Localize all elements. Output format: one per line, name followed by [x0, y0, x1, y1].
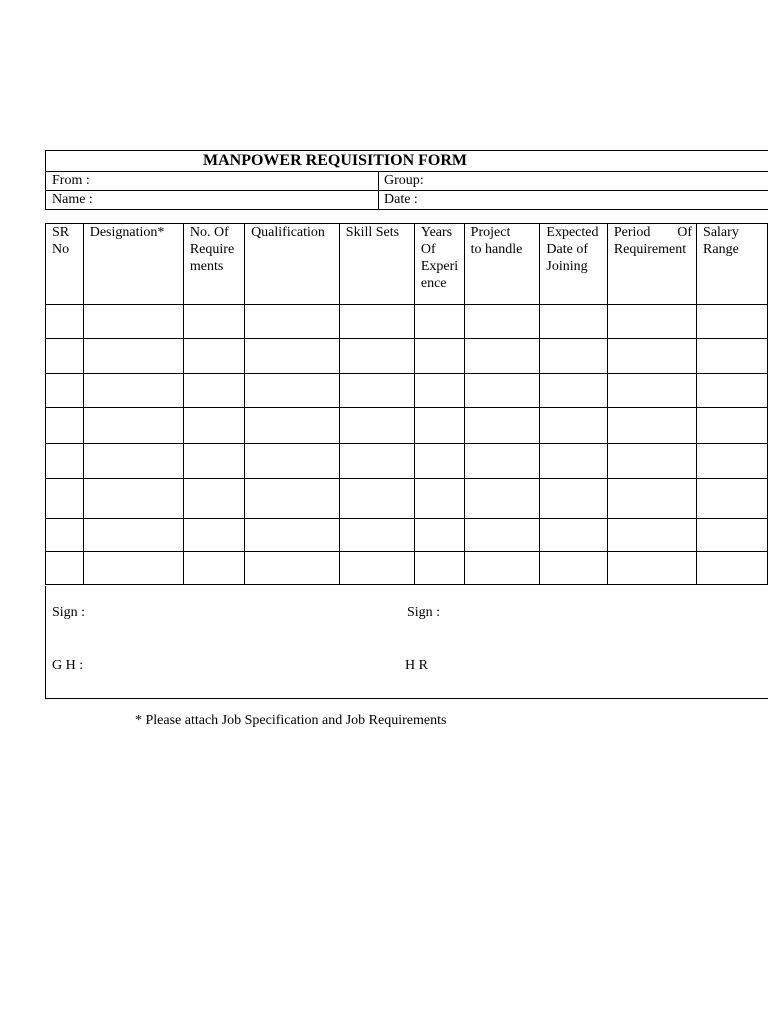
cell-sr-no[interactable] — [46, 305, 84, 339]
cell-project-to-handle[interactable] — [464, 444, 540, 479]
cell-sr-no[interactable] — [46, 552, 84, 585]
cell-skill-sets[interactable] — [339, 552, 414, 585]
cell-qualification[interactable] — [245, 444, 340, 479]
cell-salary-range[interactable] — [697, 305, 768, 339]
cell-expected-date-of-joining[interactable] — [540, 519, 607, 552]
cell-designation[interactable] — [83, 305, 183, 339]
header-expected-date-of-joining: Expected Date of Joining — [540, 224, 607, 305]
cell-sr-no[interactable] — [46, 339, 84, 374]
cell-designation[interactable] — [83, 444, 183, 479]
cell-skill-sets[interactable] — [339, 444, 414, 479]
cell-qualification[interactable] — [245, 519, 340, 552]
cell-project-to-handle[interactable] — [464, 519, 540, 552]
cell-sr-no[interactable] — [46, 479, 84, 519]
cell-project-to-handle[interactable] — [464, 339, 540, 374]
cell-qualification[interactable] — [245, 552, 340, 585]
cell-no-of-requirements[interactable] — [183, 408, 244, 444]
cell-period-of-requirement[interactable] — [607, 552, 696, 585]
cell-period-of-requirement[interactable] — [607, 519, 696, 552]
table-row — [46, 519, 768, 552]
cell-designation[interactable] — [83, 479, 183, 519]
cell-qualification[interactable] — [245, 305, 340, 339]
cell-designation[interactable] — [83, 374, 183, 408]
table-row — [46, 479, 768, 519]
cell-no-of-requirements[interactable] — [183, 552, 244, 585]
gh-label: G H : — [52, 658, 84, 673]
header-project-to-handle: Project to handle — [464, 224, 540, 305]
cell-project-to-handle[interactable] — [464, 408, 540, 444]
cell-salary-range[interactable] — [697, 408, 768, 444]
cell-skill-sets[interactable] — [339, 408, 414, 444]
header-skill-sets: Skill Sets — [339, 224, 414, 305]
requisition-table — [45, 223, 768, 585]
cell-salary-range[interactable] — [697, 519, 768, 552]
cell-years-of-experience[interactable] — [414, 374, 464, 408]
cell-qualification[interactable] — [245, 408, 340, 444]
table-row — [46, 339, 768, 374]
cell-designation[interactable] — [83, 519, 183, 552]
requirement-word: Requirement — [613, 242, 687, 257]
cell-sr-no[interactable] — [46, 519, 84, 552]
cell-designation[interactable] — [83, 339, 183, 374]
cell-designation[interactable] — [83, 408, 183, 444]
cell-period-of-requirement[interactable] — [607, 374, 696, 408]
from-field[interactable]: From : — [46, 172, 379, 190]
cell-qualification[interactable] — [245, 479, 340, 519]
cell-sr-no[interactable] — [46, 374, 84, 408]
cell-qualification[interactable] — [245, 374, 340, 408]
cell-skill-sets[interactable] — [339, 479, 414, 519]
cell-years-of-experience[interactable] — [414, 408, 464, 444]
cell-project-to-handle[interactable] — [464, 552, 540, 585]
cell-skill-sets[interactable] — [339, 305, 414, 339]
group-field[interactable]: Group: — [384, 173, 424, 188]
table-row — [46, 408, 768, 444]
cell-expected-date-of-joining[interactable] — [540, 479, 607, 519]
cell-expected-date-of-joining[interactable] — [540, 408, 607, 444]
cell-period-of-requirement[interactable] — [607, 339, 696, 374]
cell-period-of-requirement[interactable] — [607, 305, 696, 339]
signature-section — [45, 586, 768, 699]
cell-expected-date-of-joining[interactable] — [540, 339, 607, 374]
cell-years-of-experience[interactable] — [414, 339, 464, 374]
table-header-row — [46, 224, 768, 305]
header-period-of-requirement — [607, 224, 696, 305]
cell-skill-sets[interactable] — [339, 374, 414, 408]
cell-project-to-handle[interactable] — [464, 305, 540, 339]
table-row — [46, 552, 768, 585]
date-field[interactable]: Date : — [384, 192, 418, 207]
cell-years-of-experience[interactable] — [414, 444, 464, 479]
cell-expected-date-of-joining[interactable] — [540, 552, 607, 585]
sign-right-label: Sign : — [407, 605, 441, 620]
header-qualification: Qualification — [245, 224, 340, 305]
cell-no-of-requirements[interactable] — [183, 374, 244, 408]
cell-expected-date-of-joining[interactable] — [540, 374, 607, 408]
cell-salary-range[interactable] — [697, 374, 768, 408]
cell-no-of-requirements[interactable] — [183, 519, 244, 552]
cell-salary-range[interactable] — [697, 339, 768, 374]
cell-sr-no[interactable] — [46, 408, 84, 444]
cell-no-of-requirements[interactable] — [183, 305, 244, 339]
footnote: * Please attach Job Specification and Job Requirements — [135, 713, 447, 728]
cell-expected-date-of-joining[interactable] — [540, 305, 607, 339]
hr-label: H R — [405, 658, 428, 673]
table-row — [46, 374, 768, 408]
header-designation: Designation* — [83, 224, 183, 305]
cell-skill-sets[interactable] — [339, 339, 414, 374]
cell-expected-date-of-joining[interactable] — [540, 444, 607, 479]
table-body — [46, 305, 768, 585]
cell-no-of-requirements[interactable] — [183, 339, 244, 374]
table-row — [46, 444, 768, 479]
sign-left-label: Sign : — [52, 605, 86, 620]
header-sr-no: SR No — [46, 224, 84, 305]
cell-sr-no[interactable] — [46, 444, 84, 479]
cell-years-of-experience[interactable] — [414, 305, 464, 339]
name-field[interactable]: Name : — [46, 191, 379, 209]
form-header — [45, 150, 768, 210]
cell-period-of-requirement[interactable] — [607, 479, 696, 519]
header-no-of-requirements: No. Of Require ments — [183, 224, 244, 305]
table-row — [46, 305, 768, 339]
cell-skill-sets[interactable] — [339, 519, 414, 552]
cell-no-of-requirements[interactable] — [183, 444, 244, 479]
cell-years-of-experience[interactable] — [414, 519, 464, 552]
header-salary-range: Salary Range — [697, 224, 768, 305]
cell-years-of-experience[interactable] — [414, 552, 464, 585]
period-word: Period — [613, 225, 651, 240]
header-row-name — [46, 190, 768, 209]
header-row-from — [46, 172, 768, 190]
form-title: MANPOWER REQUISITION FORM — [46, 151, 768, 172]
cell-salary-range[interactable] — [697, 444, 768, 479]
cell-no-of-requirements[interactable] — [183, 479, 244, 519]
cell-salary-range[interactable] — [697, 552, 768, 585]
cell-designation[interactable] — [83, 552, 183, 585]
cell-salary-range[interactable] — [697, 479, 768, 519]
cell-years-of-experience[interactable] — [414, 479, 464, 519]
of-word: Of — [677, 225, 693, 240]
header-years-of-experience: Years Of Experi ence — [414, 224, 464, 305]
cell-project-to-handle[interactable] — [464, 374, 540, 408]
cell-qualification[interactable] — [245, 339, 340, 374]
cell-project-to-handle[interactable] — [464, 479, 540, 519]
cell-period-of-requirement[interactable] — [607, 408, 696, 444]
cell-period-of-requirement[interactable] — [607, 444, 696, 479]
